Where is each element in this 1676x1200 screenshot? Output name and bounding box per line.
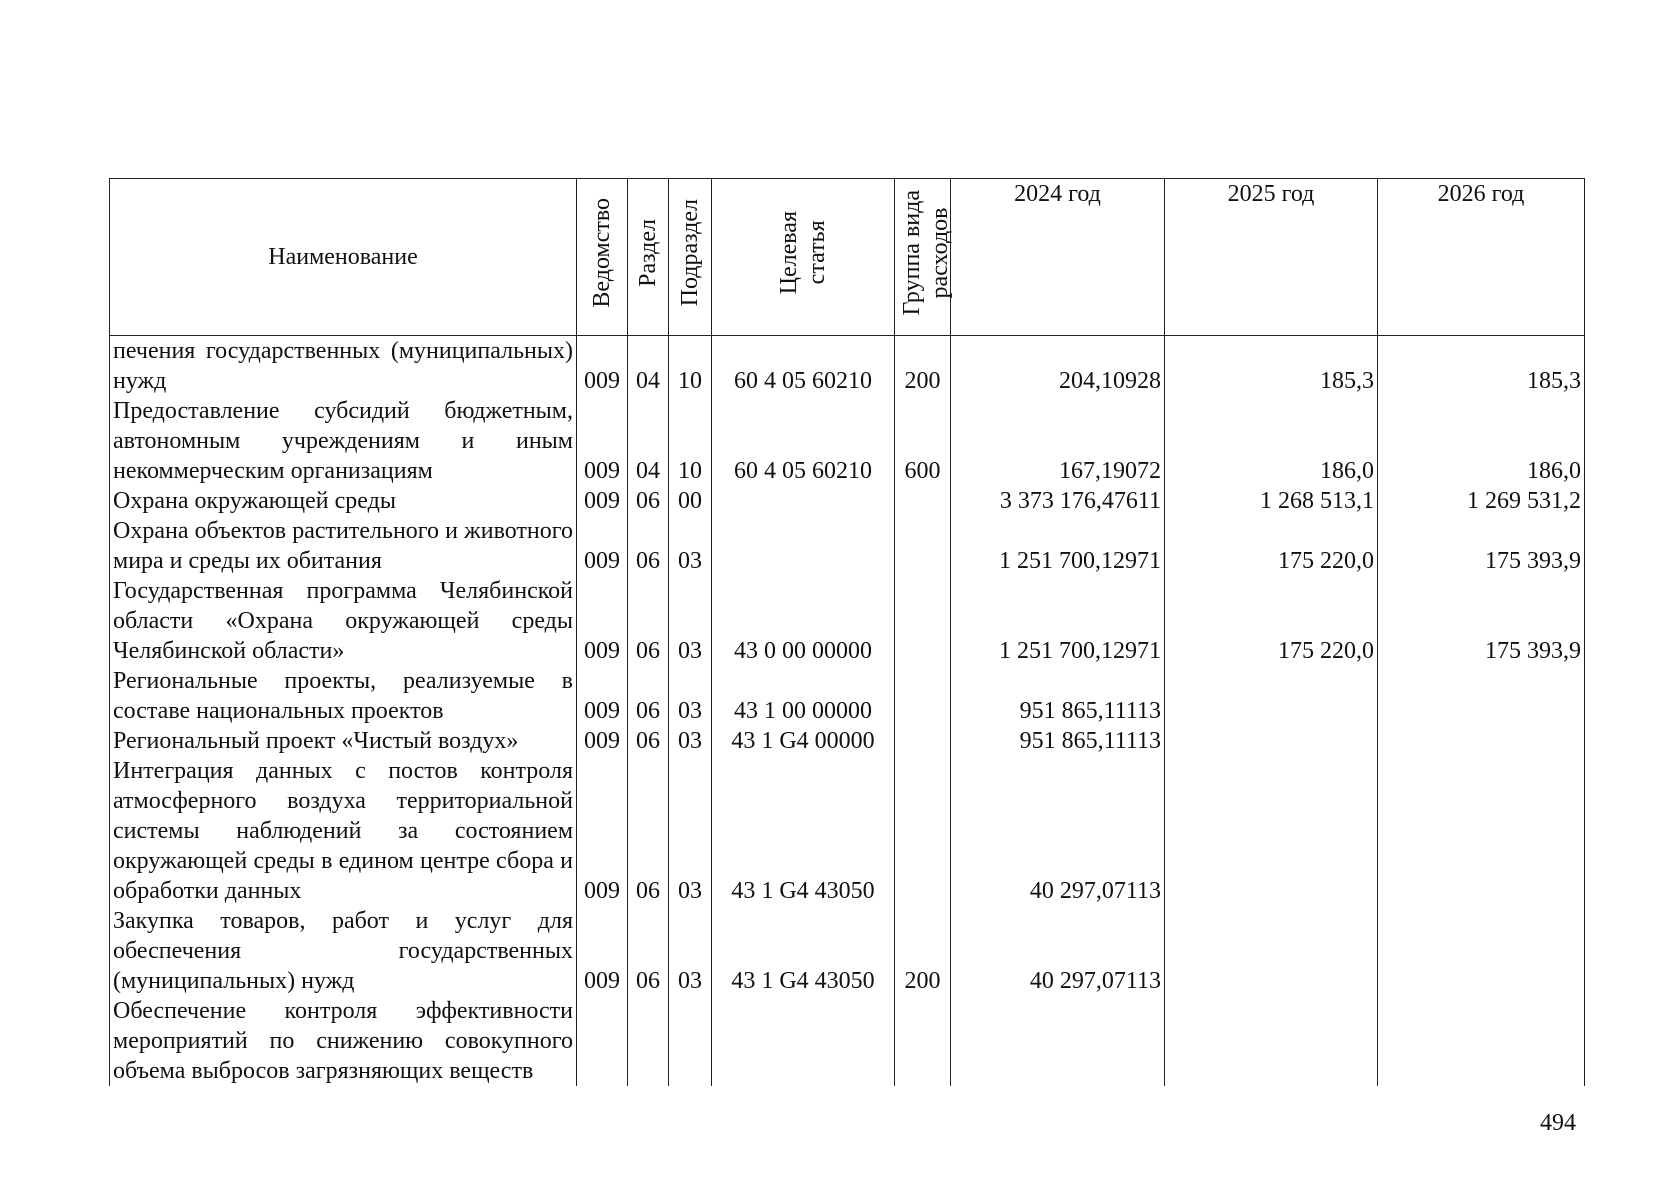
row-value-2026: 175 393,9 bbox=[1378, 516, 1585, 576]
table-row bbox=[110, 576, 1585, 666]
table-row bbox=[110, 516, 1585, 576]
row-value-2024: 204,10928 bbox=[951, 336, 1165, 397]
row-gruppa bbox=[895, 516, 951, 576]
row-podrazdel: 10 bbox=[669, 336, 712, 397]
row-celevaya-statya: 43 0 00 00000 bbox=[712, 576, 895, 666]
table-row bbox=[110, 906, 1585, 996]
row-celevaya-statya bbox=[712, 486, 895, 516]
row-vedomstvo: 009 bbox=[577, 906, 628, 996]
row-name: Охрана объектов растительного и животного мира и среды их обитания bbox=[110, 516, 577, 576]
row-razdel: 06 bbox=[628, 666, 669, 726]
row-vedomstvo: 009 bbox=[577, 726, 628, 756]
row-name: печения государственных (муниципальных) нужд bbox=[110, 336, 577, 397]
row-podrazdel: 00 bbox=[669, 486, 712, 516]
row-value-2024 bbox=[951, 996, 1165, 1086]
row-razdel: 04 bbox=[628, 336, 669, 397]
row-vedomstvo: 009 bbox=[577, 486, 628, 516]
row-name: Предоставление субсидий бюджетным, автономным учреждениям и иным некоммерческим организациям bbox=[110, 396, 577, 486]
row-name: Охрана окружающей среды bbox=[110, 486, 577, 516]
row-celevaya-statya bbox=[712, 996, 895, 1086]
header-podrazdel: Подраздел bbox=[669, 179, 712, 336]
row-vedomstvo: 009 bbox=[577, 396, 628, 486]
row-value-2025 bbox=[1165, 726, 1378, 756]
row-value-2026 bbox=[1378, 906, 1585, 996]
header-name: Наименование bbox=[110, 179, 577, 336]
row-value-2024: 40 297,07113 bbox=[951, 906, 1165, 996]
header-celevaya-statya: Целевая статья bbox=[712, 179, 895, 336]
row-gruppa bbox=[895, 726, 951, 756]
row-gruppa bbox=[895, 576, 951, 666]
row-value-2025 bbox=[1165, 906, 1378, 996]
row-value-2025 bbox=[1165, 756, 1378, 906]
table-row bbox=[110, 666, 1585, 726]
row-value-2025: 185,3 bbox=[1165, 336, 1378, 397]
row-value-2024: 1 251 700,12971 bbox=[951, 516, 1165, 576]
table-header bbox=[110, 179, 1585, 336]
row-celevaya-statya: 60 4 05 60210 bbox=[712, 336, 895, 397]
row-value-2024: 167,19072 bbox=[951, 396, 1165, 486]
header-2025: 2025 год bbox=[1165, 179, 1378, 336]
row-celevaya-statya: 60 4 05 60210 bbox=[712, 396, 895, 486]
table-body bbox=[110, 336, 1585, 1087]
row-gruppa bbox=[895, 996, 951, 1086]
header-razdel: Раздел bbox=[628, 179, 669, 336]
row-razdel: 06 bbox=[628, 756, 669, 906]
budget-table bbox=[109, 178, 1585, 1086]
row-gruppa: 200 bbox=[895, 906, 951, 996]
row-value-2026: 186,0 bbox=[1378, 396, 1585, 486]
row-razdel: 06 bbox=[628, 576, 669, 666]
row-value-2024: 951 865,11113 bbox=[951, 666, 1165, 726]
row-value-2025 bbox=[1165, 666, 1378, 726]
row-value-2026: 185,3 bbox=[1378, 336, 1585, 397]
row-gruppa bbox=[895, 666, 951, 726]
row-vedomstvo: 009 bbox=[577, 666, 628, 726]
row-vedomstvo: 009 bbox=[577, 756, 628, 906]
row-celevaya-statya: 43 1 G4 43050 bbox=[712, 756, 895, 906]
row-value-2025 bbox=[1165, 996, 1378, 1086]
page-number: 494 bbox=[1540, 1110, 1576, 1136]
row-gruppa bbox=[895, 486, 951, 516]
row-celevaya-statya: 43 1 G4 43050 bbox=[712, 906, 895, 996]
row-vedomstvo: 009 bbox=[577, 576, 628, 666]
row-value-2026 bbox=[1378, 666, 1585, 726]
row-razdel: 06 bbox=[628, 516, 669, 576]
row-podrazdel bbox=[669, 996, 712, 1086]
row-razdel: 04 bbox=[628, 396, 669, 486]
row-value-2026: 175 393,9 bbox=[1378, 576, 1585, 666]
row-podrazdel: 03 bbox=[669, 756, 712, 906]
row-value-2024: 3 373 176,47611 bbox=[951, 486, 1165, 516]
row-name: Региональный проект «Чистый воздух» bbox=[110, 726, 577, 756]
row-podrazdel: 03 bbox=[669, 576, 712, 666]
row-value-2026: 1 269 531,2 bbox=[1378, 486, 1585, 516]
row-vedomstvo: 009 bbox=[577, 516, 628, 576]
table-row bbox=[110, 486, 1585, 516]
row-podrazdel: 03 bbox=[669, 666, 712, 726]
table-row bbox=[110, 726, 1585, 756]
row-gruppa bbox=[895, 756, 951, 906]
budget-page bbox=[109, 178, 1583, 1088]
row-razdel: 06 bbox=[628, 726, 669, 756]
row-podrazdel: 10 bbox=[669, 396, 712, 486]
row-podrazdel: 03 bbox=[669, 516, 712, 576]
table-row bbox=[110, 336, 1585, 397]
table-row bbox=[110, 396, 1585, 486]
row-value-2026 bbox=[1378, 726, 1585, 756]
row-razdel bbox=[628, 996, 669, 1086]
row-celevaya-statya: 43 1 00 00000 bbox=[712, 666, 895, 726]
row-value-2026 bbox=[1378, 996, 1585, 1086]
row-name: Обеспечение контроля эффективности мероприятий по снижению совокупного объема выбросов загрязняющих веществ bbox=[110, 996, 577, 1086]
row-vedomstvo bbox=[577, 996, 628, 1086]
header-2024: 2024 год bbox=[951, 179, 1165, 336]
row-podrazdel: 03 bbox=[669, 906, 712, 996]
row-name: Региональные проекты, реализуемые в составе национальных проектов bbox=[110, 666, 577, 726]
row-value-2024: 951 865,11113 bbox=[951, 726, 1165, 756]
row-value-2025: 1 268 513,1 bbox=[1165, 486, 1378, 516]
row-celevaya-statya bbox=[712, 516, 895, 576]
row-value-2025: 175 220,0 bbox=[1165, 516, 1378, 576]
row-razdel: 06 bbox=[628, 906, 669, 996]
row-name: Государственная программа Челябинской области «Охрана окружающей среды Челябинской области» bbox=[110, 576, 577, 666]
row-gruppa: 600 bbox=[895, 396, 951, 486]
header-vedomstvo: Ведомство bbox=[577, 179, 628, 336]
row-name: Закупка товаров, работ и услуг для обеспечения государственных (муниципальных) нужд bbox=[110, 906, 577, 996]
row-razdel: 06 bbox=[628, 486, 669, 516]
row-gruppa: 200 bbox=[895, 336, 951, 397]
row-celevaya-statya: 43 1 G4 00000 bbox=[712, 726, 895, 756]
row-name: Интеграция данных с постов контроля атмосферного воздуха территориальной системы наблюдений за состоянием окружающей среды в едином центре сбора и обработки данных bbox=[110, 756, 577, 906]
table-row bbox=[110, 996, 1585, 1086]
row-value-2025: 175 220,0 bbox=[1165, 576, 1378, 666]
row-vedomstvo: 009 bbox=[577, 336, 628, 397]
row-value-2024: 1 251 700,12971 bbox=[951, 576, 1165, 666]
row-podrazdel: 03 bbox=[669, 726, 712, 756]
header-2026: 2026 год bbox=[1378, 179, 1585, 336]
table-row bbox=[110, 756, 1585, 906]
row-value-2024: 40 297,07113 bbox=[951, 756, 1165, 906]
row-value-2026 bbox=[1378, 756, 1585, 906]
header-gruppa-vida-rashodov: Группа вида расходов bbox=[895, 179, 951, 336]
row-value-2025: 186,0 bbox=[1165, 396, 1378, 486]
